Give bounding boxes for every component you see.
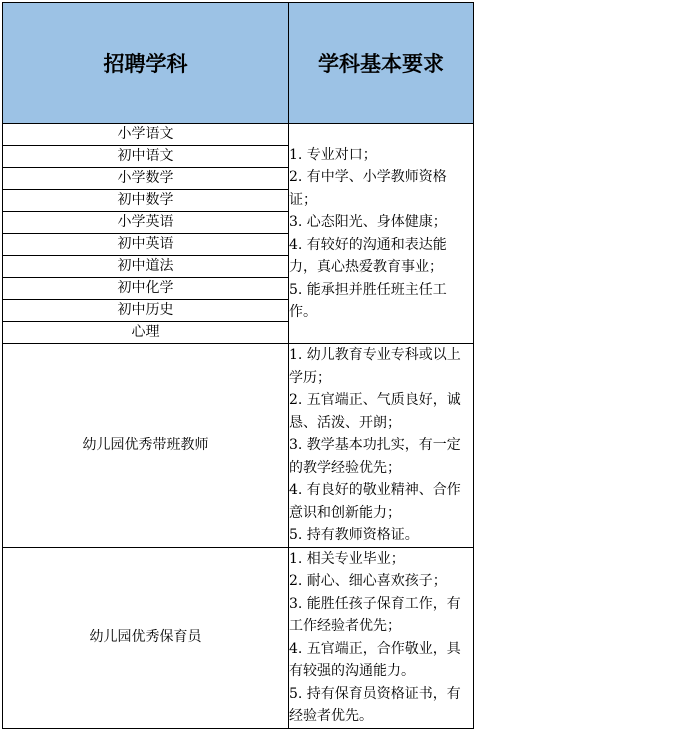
requirement-item: 4. 五官端正，合作敬业，具有较强的沟通能力。 <box>289 638 473 683</box>
header-subject: 招聘学科 <box>3 3 289 124</box>
subject-cell: 初中语文 <box>3 146 289 168</box>
header-row <box>3 3 679 124</box>
requirement-item: 4. 有较好的沟通和表达能力，真心热爱教育事业； <box>289 234 473 279</box>
recruitment-table <box>2 2 679 729</box>
kindergarten-caregiver-requirements-cell <box>289 547 474 728</box>
requirement-item: 3. 教学基本功扎实，有一定的教学经验优先； <box>289 434 473 479</box>
subject-cell: 初中化学 <box>3 278 289 300</box>
requirement-item: 1. 幼儿教育专业专科或以上学历； <box>289 344 473 389</box>
subject-cell: 初中历史 <box>3 300 289 322</box>
subject-cell: 心理 <box>3 322 289 344</box>
requirement-item: 4. 有良好的敬业精神、合作意识和创新能力； <box>289 479 473 524</box>
teacher-requirements-cell <box>289 124 474 344</box>
requirement-item: 1. 相关专业毕业； <box>289 548 473 571</box>
requirement-item: 2. 耐心、细心喜欢孩子； <box>289 570 473 593</box>
subject-cell: 小学英语 <box>3 212 289 234</box>
kindergarten-teacher-requirements-cell <box>289 344 474 548</box>
table-row <box>3 124 679 146</box>
requirement-item: 1. 专业对口； <box>289 144 473 167</box>
requirement-item: 5. 能承担并胜任班主任工作。 <box>289 279 473 324</box>
requirement-item: 5. 持有保育员资格证书，有经验者优先。 <box>289 683 473 728</box>
subject-cell: 初中数学 <box>3 190 289 212</box>
subject-cell: 初中英语 <box>3 234 289 256</box>
subject-cell: 小学语文 <box>3 124 289 146</box>
requirement-item: 5. 持有教师资格证。 <box>289 524 473 547</box>
subject-cell: 初中道法 <box>3 256 289 278</box>
requirement-item: 2. 有中学、小学教师资格证； <box>289 166 473 211</box>
subject-cell: 幼儿园优秀保育员 <box>3 547 289 728</box>
header-requirements: 学科基本要求 <box>289 3 474 124</box>
table-row <box>3 344 679 548</box>
requirement-item: 2. 五官端正、气质良好，诚恳、活泼、开朗； <box>289 389 473 434</box>
subject-cell: 小学数学 <box>3 168 289 190</box>
subject-cell: 幼儿园优秀带班教师 <box>3 344 289 548</box>
requirement-item: 3. 心态阳光、身体健康； <box>289 211 473 234</box>
requirement-item: 3. 能胜任孩子保育工作，有工作经验者优先； <box>289 593 473 638</box>
table-row <box>3 547 679 728</box>
